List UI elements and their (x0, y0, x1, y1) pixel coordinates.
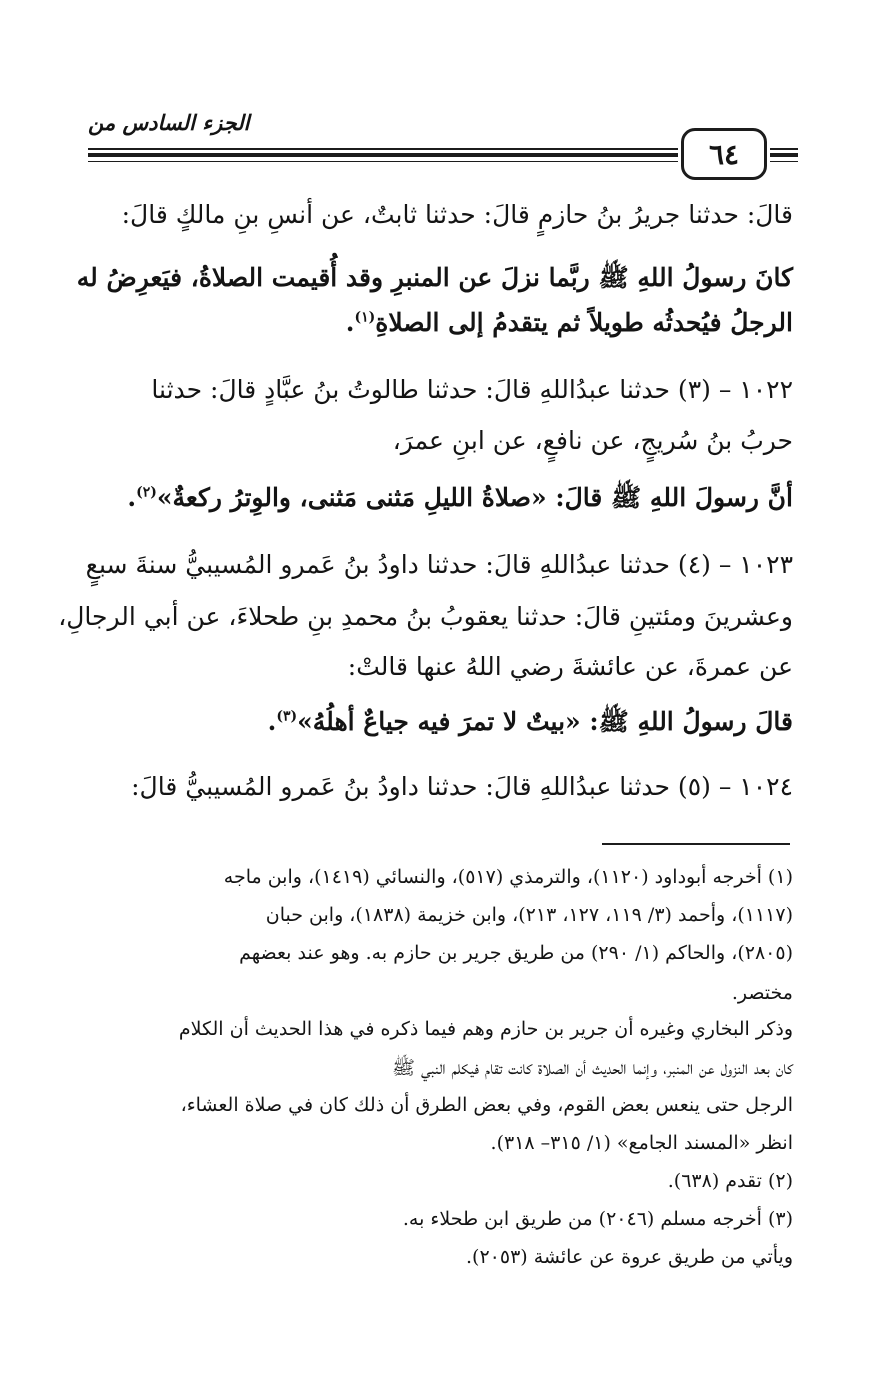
footnote-line: (٢٨٠٥)، والحاكم (١/ ٢٩٠) من طريق جرير بن حازم به. وهو عند بعضهم (239, 942, 793, 964)
page-number: ٦٤ (681, 128, 767, 180)
footnote-ref: (٢) (136, 484, 157, 501)
footnote-line: (١) أخرجه أبوداود (١١٢٠)، والترمذي (٥١٧)، والنسائي (١٤١٩)، وابن ماجه (223, 866, 793, 888)
body-line: عن عمرةَ، عن عائشةَ رضي اللهُ عنها قالتْ: (347, 652, 793, 681)
footnote-ref: (١) (354, 309, 376, 326)
footnote-ref: (٣) (276, 708, 298, 725)
footnote-line: ويأتي من طريق عروة عن عائشة (٢٠٥٣). (466, 1246, 793, 1268)
body-line: الرجلُ فيُحدثُه طويلاً ثم يتقدمُ إلى الصلاةِ$^{(١)}$. (345, 308, 793, 337)
running-head: الجزء السادس من (88, 110, 250, 135)
body-line: ١٠٢٤ – (٥) حدثنا عبدُاللهِ قالَ: حدثنا داودُ بنُ عَمرو المُسيبيُّ قالَ: (131, 772, 793, 801)
footnote-line: كان بعد النزول عن المنبر، وإنما الحديث أن الصلاة كانت تقام فيكلم النبي ﷺ (392, 1057, 793, 1079)
body-line: ١٠٢٢ – (٣) حدثنا عبدُاللهِ قالَ: حدثنا طالوتُ بنُ عبَّادٍ قالَ: حدثنا (151, 375, 793, 404)
body-line: ١٠٢٣ – (٤) حدثنا عبدُاللهِ قالَ: حدثنا داودُ بنُ عَمرو المُسيبيُّ سنةَ سبعٍ (85, 550, 793, 579)
header-rule (770, 153, 798, 157)
footnote-line: (٣) أخرجه مسلم (٢٠٤٦) من طريق ابن طحلاء به. (402, 1208, 793, 1230)
footnote-line: الرجل حتى ينعس بعض القوم، وفي بعض الطرق أن ذلك كان في صلاة العشاء، (180, 1094, 793, 1116)
header-rule (770, 148, 798, 150)
body-line: قالَ: حدثنا جريرُ بنُ حازمٍ قالَ: حدثنا ثابتٌ، عن أنسِ بنِ مالكٍ قالَ: (121, 200, 793, 229)
body-line: حربُ بنُ سُريجٍ، عن نافعٍ، عن ابنِ عمرَ، (392, 426, 793, 455)
footnote-line: مختصر. (731, 982, 793, 1004)
body-line: كانَ رسولُ اللهِ ﷺ ربَّما نزلَ عن المنبرِ وقد أُقيمت الصلاةُ، فيَعرِضُ له (76, 263, 793, 292)
body-line: وعشرينَ ومئتينِ قالَ: حدثنا يعقوبُ بنُ محمدِ بنِ طحلاءَ، عن أبي الرجالِ، (58, 602, 793, 631)
header-rule (88, 161, 678, 162)
header-rule (770, 161, 798, 162)
footnote-separator (602, 843, 790, 845)
footnote-line: (١١١٧)، وأحمد (٣/ ١١٩، ١٢٧، ٢١٣)، وابن خزيمة (١٨٣٨)، وابن حبان (265, 904, 793, 926)
footnote-line: انظر «المسند الجامع» (١/ ٣١٥– ٣١٨). (490, 1132, 793, 1154)
header-rule (88, 153, 678, 157)
footnote-line: وذكر البخاري وغيره أن جرير بن حازم وهم فيما ذكره في هذا الحديث أن الكلام (178, 1018, 793, 1040)
body-line: قالَ رسولُ اللهِ ﷺ: «بيتٌ لا تمرَ فيه جياعٌ أهلُهُ»$^{(٣)}$. (267, 707, 793, 736)
header-rule (88, 148, 678, 150)
footnote-line: (٢) تقدم (٦٣٨). (667, 1170, 793, 1192)
body-line: أنَّ رسولَ اللهِ ﷺ قالَ: «صلاةُ الليلِ مَثنى مَثنى، والوِترُ ركعةٌ»$^{(٢)}$. (127, 483, 793, 512)
